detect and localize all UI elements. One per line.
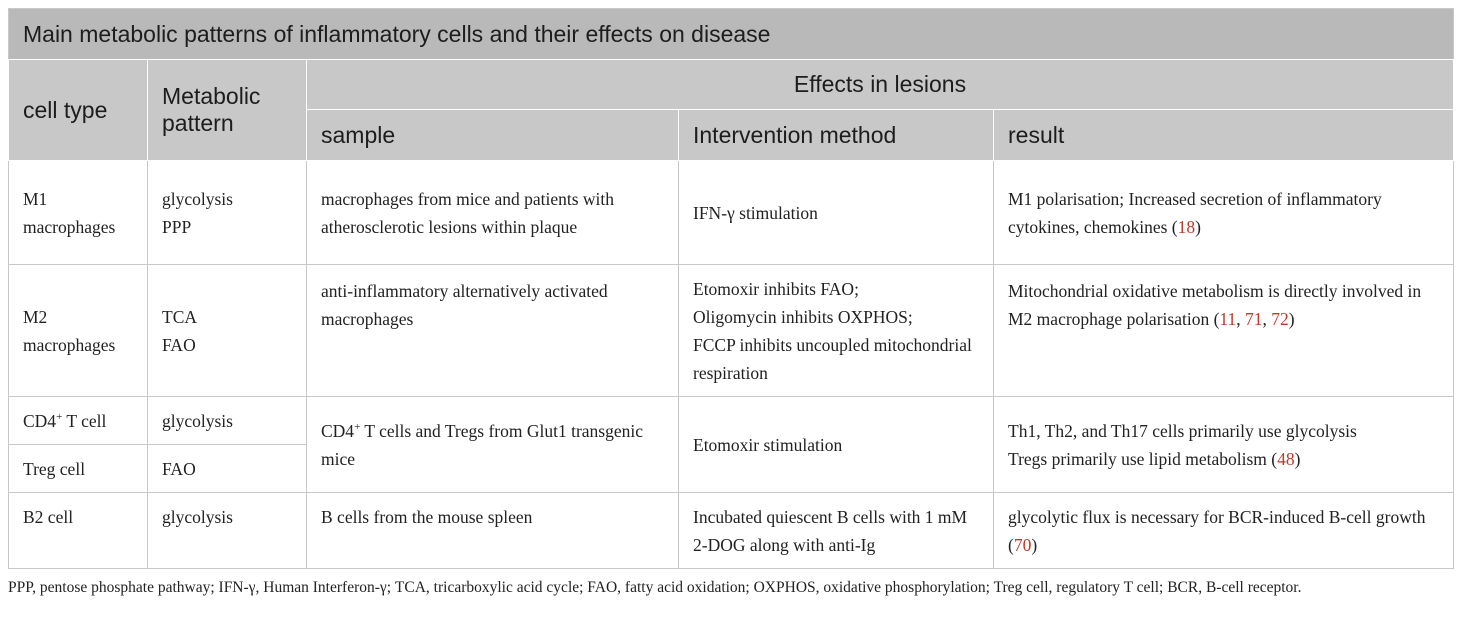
cd4-sup: +: [56, 410, 63, 423]
sample-m2: anti-inflammatory alternatively activated macrophages: [307, 265, 679, 397]
result-m2: [994, 265, 1454, 397]
citation-link[interactable]: 70: [1013, 534, 1032, 555]
header-metabolic-pattern: Metabolic pattern: [148, 60, 307, 161]
pattern-m2-2: FAO: [162, 334, 196, 355]
table-row-cd4: [9, 397, 1454, 445]
table-container: [8, 8, 1453, 599]
header-result: result: [994, 110, 1454, 161]
table-row-m2: [9, 265, 1454, 397]
result-m2-end: ): [1288, 309, 1295, 329]
pattern-cd4: glycolysis: [148, 397, 307, 445]
intervention-m2: [679, 265, 994, 397]
pattern-m2: [148, 265, 307, 397]
citation-separator: ,: [1236, 309, 1246, 329]
sample-cd4-sup: +: [354, 420, 361, 433]
result-b2-end: ): [1031, 534, 1038, 555]
intervention-m2-2: Oligomycin inhibits OXPHOS;: [693, 306, 913, 327]
cell-type-cd4: [9, 397, 148, 445]
intervention-cd4-treg: Etomoxir stimulation: [679, 397, 994, 493]
sample-cd4-pre: CD4: [321, 420, 355, 441]
result-m1-end: ): [1195, 216, 1201, 237]
header-effects-in-lesions: Effects in lesions: [307, 60, 1454, 110]
citation-link[interactable]: 18: [1177, 216, 1196, 237]
intervention-m2-3: FCCP inhibits uncoupled mitochondrial respiration: [693, 334, 972, 383]
intervention-b2: Incubated quiescent B cells with 1 mM 2-DOG along with anti-Ig: [679, 493, 994, 569]
sample-cd4-text: T cells and Tregs from Glut1 transgenic mice: [321, 420, 644, 469]
result-m2-text: Mitochondrial oxidative metabolism is directly involved in M2 macrophage polarisation (: [1008, 281, 1422, 329]
pattern-treg: FAO: [148, 445, 307, 493]
pattern-m1-1: glycolysis: [162, 188, 233, 209]
citation-separator: ,: [1262, 309, 1272, 329]
pattern-m1-2: PPP: [162, 216, 192, 237]
citation-link[interactable]: 72: [1271, 309, 1289, 329]
result-b2: [994, 493, 1454, 569]
result-m1-text: M1 polarisation; Increased secretion of inflammatory cytokines, chemokines (: [1008, 188, 1382, 237]
cd4-label: CD4: [23, 410, 57, 431]
citation-link[interactable]: 11: [1219, 309, 1237, 329]
pattern-m2-1: TCA: [162, 306, 197, 327]
table-title: Main metabolic patterns of inflammatory cells and their effects on disease: [9, 9, 1454, 60]
cell-type-b2: B2 cell: [9, 493, 148, 569]
cell-type-treg: Treg cell: [9, 445, 148, 493]
pattern-m1: [148, 161, 307, 265]
sample-cd4-treg: [307, 397, 679, 493]
result-cd4-line2: Tregs primarily use lipid metabolism (: [1008, 448, 1278, 469]
cd4-label-end: T cell: [62, 410, 107, 431]
header-cell-type: cell type: [9, 60, 148, 161]
intervention-m1: IFN-γ stimulation: [679, 161, 994, 265]
result-cd4-line1: Th1, Th2, and Th17 cells primarily use glycolysis: [1008, 420, 1357, 441]
result-cd4-treg: [994, 397, 1454, 493]
header-sample: sample: [307, 110, 679, 161]
pattern-b2: glycolysis: [148, 493, 307, 569]
result-cd4-end: ): [1294, 448, 1301, 469]
header-intervention: Intervention method: [679, 110, 994, 161]
table-footnote: PPP, pentose phosphate pathway; IFN-γ, Human Interferon-γ; TCA, tricarboxylic acid cycle; FAO, fatty acid oxidation; OXPHOS, oxidative phosphorylation; Treg cell, regulatory T cell; BCR, B-cell receptor.: [8, 579, 1302, 596]
result-m1: [994, 161, 1454, 265]
header-row-1: [9, 60, 1454, 110]
intervention-m2-1: Etomoxir inhibits FAO;: [693, 278, 859, 299]
caption-row: [9, 9, 1454, 60]
citation-link[interactable]: 48: [1277, 448, 1295, 469]
result-b2-text: glycolytic flux is necessary for BCR-induced B-cell growth (: [1008, 506, 1426, 555]
sample-m1: macrophages from mice and patients with atherosclerotic lesions within plaque: [307, 161, 679, 265]
table-row-m1: [9, 161, 1454, 265]
cell-type-m2: M2 macrophages: [9, 265, 148, 397]
table-row-b2: [9, 493, 1454, 569]
sample-b2: B cells from the mouse spleen: [307, 493, 679, 569]
metabolic-patterns-table: [8, 8, 1454, 569]
cell-type-m1: M1 macrophages: [9, 161, 148, 265]
citation-link[interactable]: 71: [1245, 309, 1263, 329]
